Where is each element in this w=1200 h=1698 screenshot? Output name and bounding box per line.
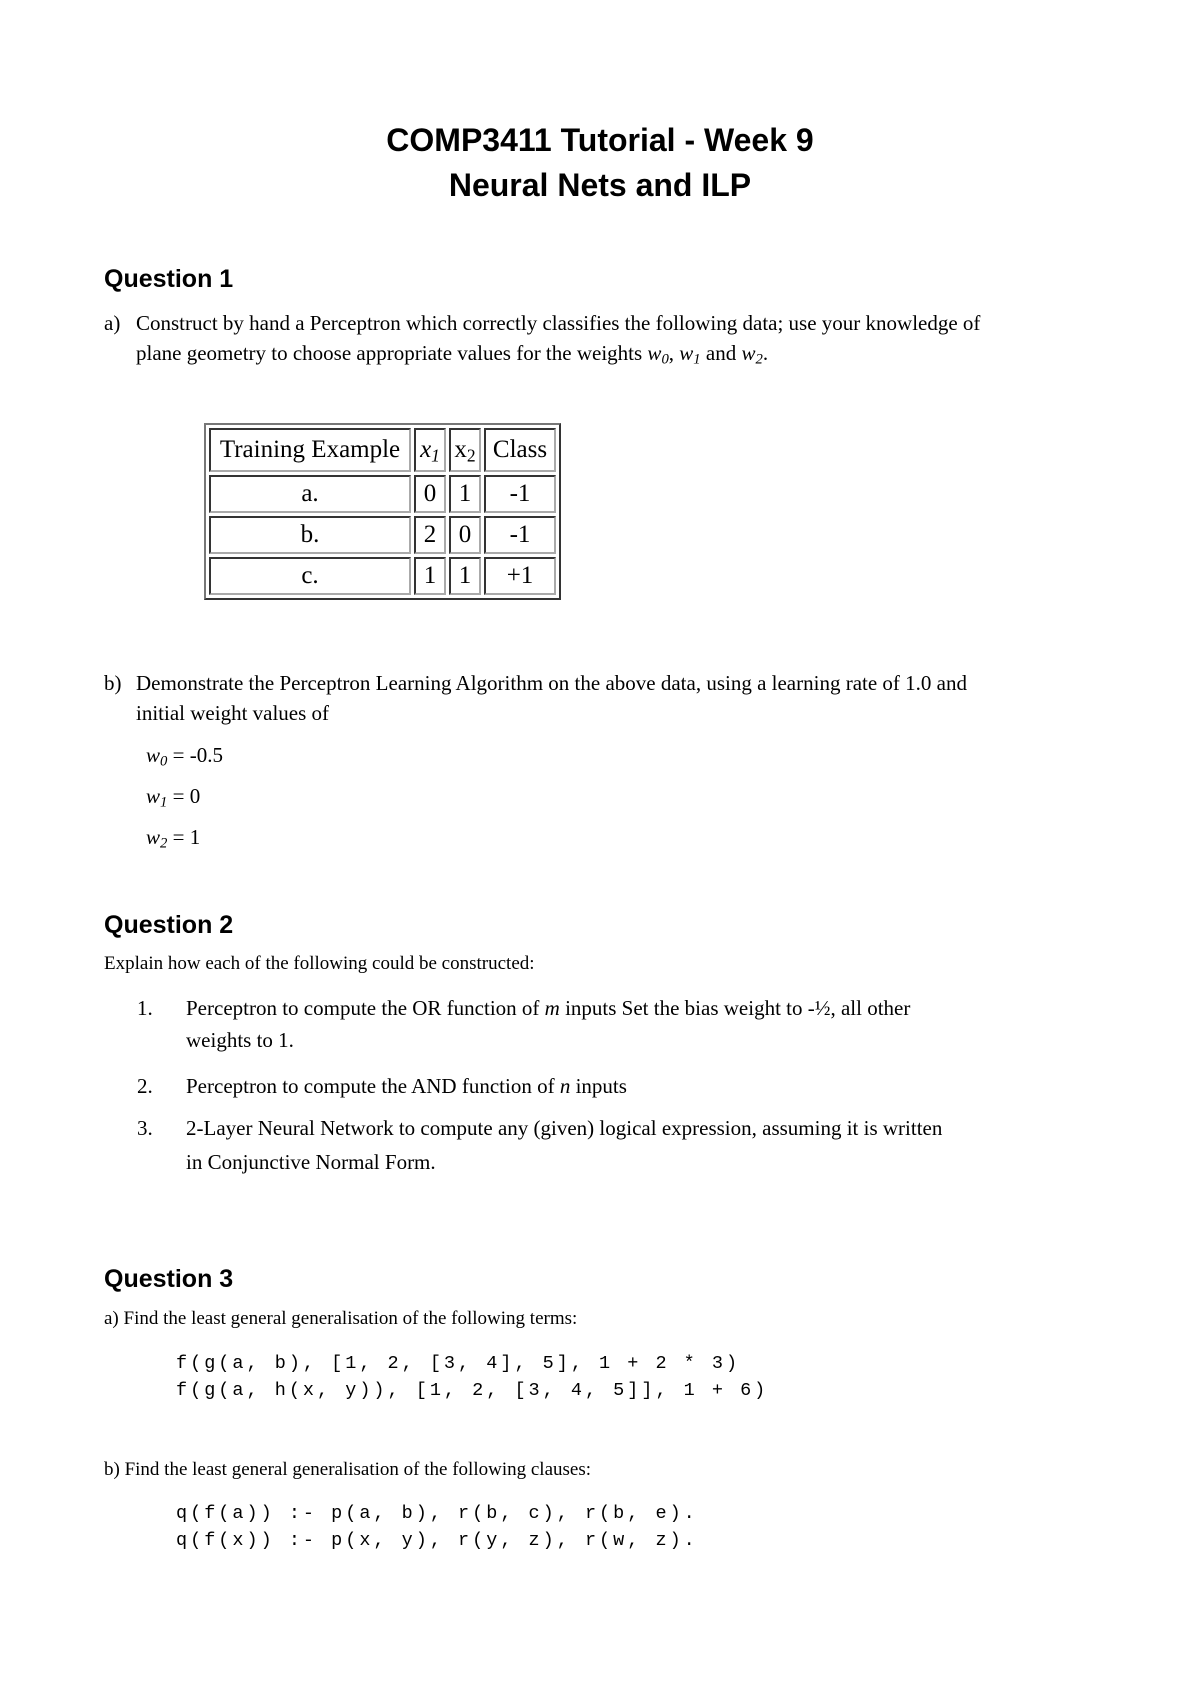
question-1a-line1: Construct by hand a Perceptron which correctly classifies the following data; use your knowledge of	[136, 311, 981, 335]
cell-x1: 0	[414, 475, 446, 513]
page-subtitle: Neural Nets and ILP	[448, 167, 752, 203]
list-item-number: 2.	[137, 1074, 153, 1098]
cell-example: c.	[209, 557, 411, 595]
cell-example: a.	[209, 475, 411, 513]
question-3b-text: b) Find the least general generalisation of the following clauses:	[104, 1459, 591, 1480]
cell-x2: 1	[449, 475, 481, 513]
question-1b-line1: Demonstrate the Perceptron Learning Algorithm on the above data, using a learning rate of 1.0 and	[136, 671, 967, 695]
training-data-table	[204, 423, 561, 600]
cell-x2: 1	[449, 557, 481, 595]
code-line: q(f(x)) :- p(x, y), r(y, z), r(w, z).	[176, 1530, 698, 1551]
question-1b-marker: b)	[104, 671, 122, 695]
header-x2: $x_2$	[449, 428, 481, 472]
list-item: Perceptron to compute the AND function of n inputs	[186, 1074, 627, 1098]
question-2-intro: Explain how each of the following could be constructed:	[104, 953, 535, 974]
list-item-continuation: weights to 1.	[186, 1028, 294, 1052]
question-1a-marker: a)	[104, 311, 121, 335]
code-line: f(g(a, h(x, y)), [1, 2, [3, 4, 5]], 1 + 6)	[176, 1380, 769, 1401]
header-training-example: Training Example	[209, 428, 411, 472]
weight-w0: $w_0 = -0.5$	[146, 743, 223, 770]
list-item: 2-Layer Neural Network to compute any (given) logical expression, assuming it is written	[186, 1116, 943, 1140]
table-row	[209, 516, 556, 554]
question-1a-line2: plane geometry to choose appropriate values for the weights $w_0$, $w_1$ and $w_2$.	[136, 341, 769, 368]
list-item-continuation: in Conjunctive Normal Form.	[186, 1150, 436, 1174]
question-1a	[104, 308, 1144, 338]
question-1b-line2: initial weight values of	[136, 701, 330, 725]
question-1b	[104, 668, 1144, 698]
page-title: COMP3411 Tutorial - Week 9	[386, 122, 814, 158]
table-row	[209, 475, 556, 513]
code-line: q(f(a)) :- p(a, b), r(b, c), r(b, e).	[176, 1503, 698, 1524]
header-class: Class	[484, 428, 556, 472]
question-3a-text: a) Find the least general generalisation of the following terms:	[104, 1308, 578, 1329]
cell-class: -1	[484, 475, 556, 513]
cell-x1: 1	[414, 557, 446, 595]
question-1-heading: Question 1	[104, 265, 234, 293]
table-row	[209, 557, 556, 595]
weight-w1: $w_1 = 0$	[146, 784, 201, 811]
code-line: f(g(a, b), [1, 2, [3, 4], 5], 1 + 2 * 3)	[176, 1353, 741, 1374]
list-item-number: 3.	[137, 1116, 153, 1140]
question-2-heading: Question 2	[104, 911, 234, 939]
cell-x2: 0	[449, 516, 481, 554]
header-x1: $x_1$	[414, 428, 446, 472]
list-item: Perceptron to compute the OR function of m inputs Set the bias weight to -½, all other	[186, 996, 911, 1020]
table-header-row	[209, 428, 556, 472]
cell-x1: 2	[414, 516, 446, 554]
list-item-number: 1.	[137, 996, 153, 1020]
weight-w2: $w_2 = 1$	[146, 825, 201, 852]
cell-example: b.	[209, 516, 411, 554]
cell-class: -1	[484, 516, 556, 554]
cell-class: +1	[484, 557, 556, 595]
question-3-heading: Question 3	[104, 1265, 234, 1293]
